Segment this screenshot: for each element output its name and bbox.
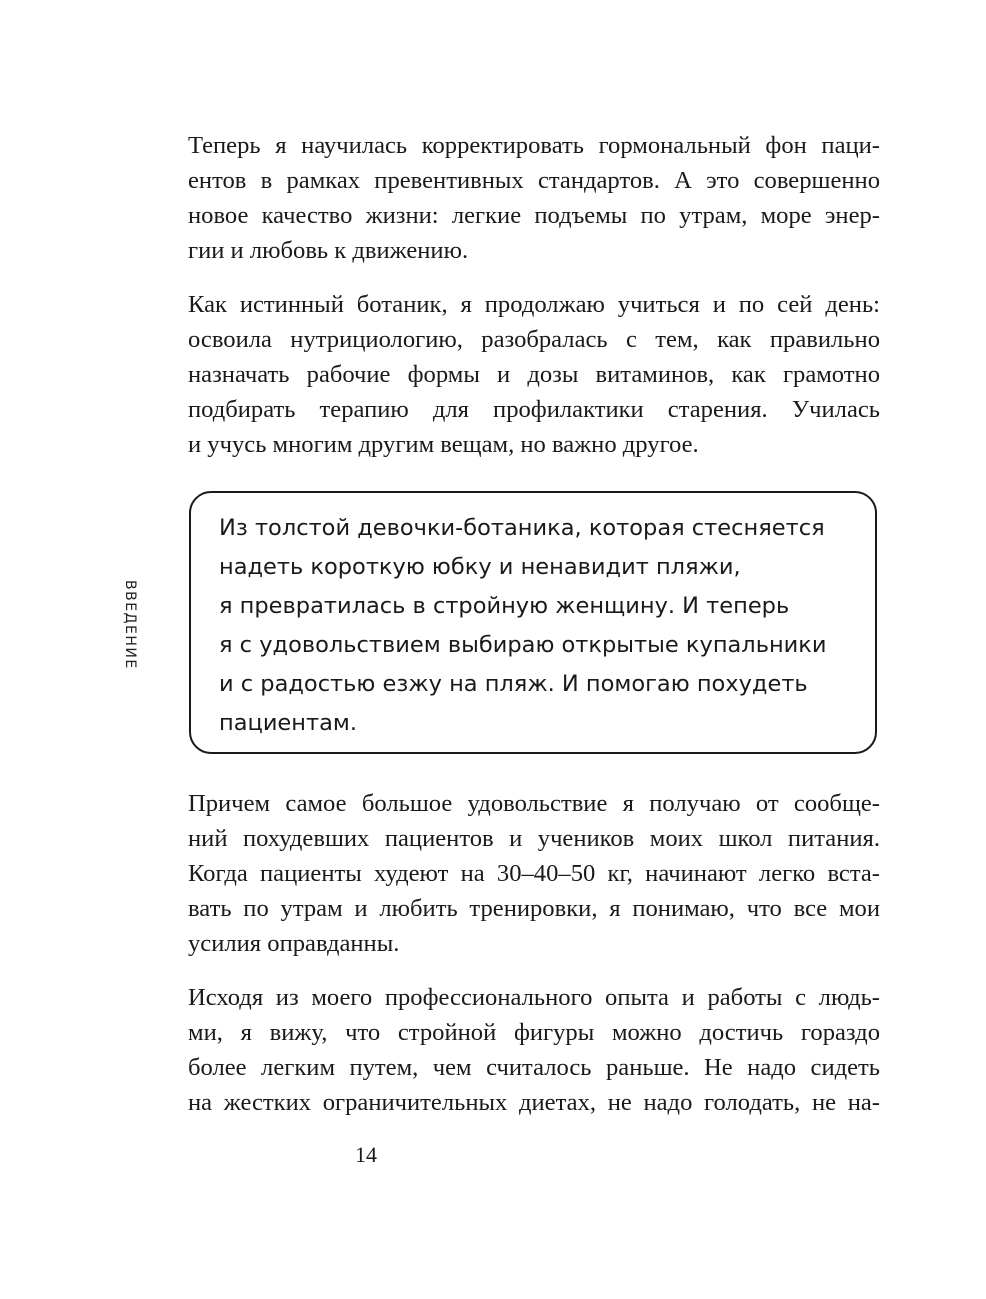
- paragraph-line: ми, я вижу, что стройной фигуры можно достичь гораздо: [188, 1019, 880, 1046]
- paragraph-3: [188, 786, 880, 961]
- paragraph-line: Теперь я научилась корректировать гормональный фон паци-: [188, 132, 880, 159]
- callout-line: пациентам.: [219, 710, 358, 736]
- paragraph-line: подбирать терапию для профилактики старения. Училась: [188, 396, 880, 423]
- paragraph-line: освоила нутрициологию, разобралась с тем, как правильно: [188, 326, 880, 353]
- paragraph-1: [188, 128, 880, 268]
- callout-line: я с удовольствием выбираю открытые купальники: [219, 632, 827, 658]
- paragraph-line: назначать рабочие формы и дозы витаминов, как грамотно: [188, 361, 880, 388]
- paragraph-line: более легким путем, чем считалось раньше. Не надо сидеть: [188, 1054, 880, 1081]
- paragraph-line: ентов в рамках превентивных стандартов. А это совершенно: [188, 167, 880, 194]
- paragraph-2: [188, 287, 880, 462]
- paragraph-line: на жестких ограничительных диетах, не надо голодать, не на-: [188, 1089, 880, 1116]
- page-number: 14: [355, 1142, 377, 1167]
- paragraph-line: гии и любовь к движению.: [188, 237, 469, 264]
- paragraph-line: усилия оправданны.: [188, 930, 400, 957]
- paragraph-line: Когда пациенты худеют на 30–40–50 кг, начинают легко вста-: [188, 860, 880, 887]
- quote-callout-box: [189, 491, 877, 754]
- callout-line: я превратилась в стройную женщину. И теперь: [219, 593, 790, 619]
- paragraph-line: и учусь многим другим вещам, но важно другое.: [188, 431, 699, 458]
- paragraph-line: ний похудевших пациентов и учеников моих школ питания.: [188, 825, 880, 852]
- section-side-label: ВВЕДЕНИЕ: [122, 580, 138, 670]
- callout-line: и с радостью езжу на пляж. И помогаю похудеть: [219, 671, 808, 697]
- paragraph-4: [188, 980, 880, 1120]
- callout-line: Из толстой девочки-ботаника, которая стесняется: [219, 515, 825, 541]
- callout-line: надеть короткую юбку и ненавидит пляжи,: [219, 554, 741, 580]
- paragraph-line: новое качество жизни: легкие подъемы по утрам, море энер-: [188, 202, 880, 229]
- paragraph-line: Причем самое большое удовольствие я получаю от сообще-: [188, 790, 880, 817]
- paragraph-line: Как истинный ботаник, я продолжаю учиться и по сей день:: [188, 291, 880, 318]
- paragraph-line: вать по утрам и любить тренировки, я понимаю, что все мои: [188, 895, 880, 922]
- paragraph-line: Исходя из моего профессионального опыта и работы с людь-: [188, 984, 880, 1011]
